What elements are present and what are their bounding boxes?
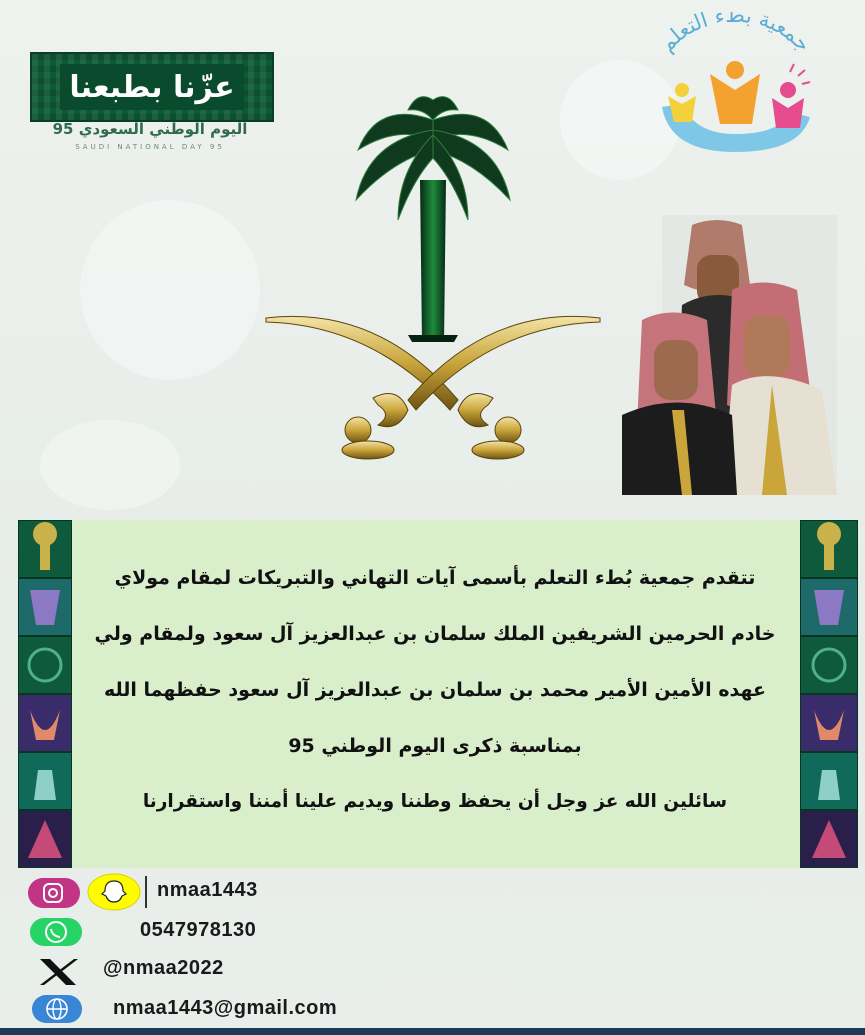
- national-day-logo: [30, 52, 272, 162]
- message-line: بمناسبة ذكرى اليوم الوطني 95: [288, 735, 582, 757]
- snapchat-icon[interactable]: [86, 872, 142, 912]
- background-watermark: [40, 420, 180, 510]
- association-name: جمعية بطء التعلم: [654, 12, 816, 57]
- x-handle[interactable]: @nmaa2022: [103, 957, 224, 979]
- national-day-english: SAUDI NATIONAL DAY 95: [75, 143, 225, 151]
- message-line: خادم الحرمين الشريفين الملك سلمان بن عبدالعزيز آل سعود ولمقام ولي: [94, 623, 776, 645]
- social-handle[interactable]: nmaa1443: [157, 879, 258, 901]
- email-address[interactable]: nmaa1443@gmail.com: [113, 997, 338, 1019]
- instagram-icon[interactable]: [26, 874, 88, 910]
- national-day-title: عزّنا بطبعنا: [69, 69, 235, 105]
- association-logo-graphic: [640, 12, 830, 162]
- globe-icon[interactable]: [30, 992, 84, 1026]
- right-ornament-icons: [802, 520, 856, 868]
- background-watermark: [80, 200, 260, 380]
- palm-tree-icon: [356, 97, 510, 342]
- message-line: سائلين الله عز وجل أن يحفظ وطننا ويديم علينا أمننا واستقرارنا: [142, 791, 728, 812]
- left-ornament-icons: [18, 520, 72, 868]
- bottom-border: [0, 1028, 865, 1035]
- national-day-subtitle: اليوم الوطني السعودي 95: [52, 120, 248, 138]
- leaders-portrait: [622, 215, 837, 495]
- association-logo: [640, 12, 830, 162]
- divider: [145, 876, 147, 908]
- national-day-logo-badge: [30, 52, 274, 122]
- phone-number[interactable]: 0547978130: [140, 919, 257, 941]
- message-line: عهده الأمين الأمير محمد بن سلمان بن عبدالعزيز آل سعود حفظهما الله: [103, 679, 767, 701]
- message-line: تتقدم جمعية بُطء التعلم بأسمى آيات التهاني والتبريكات لمقام مولاي: [114, 567, 756, 589]
- saudi-emblem: [258, 80, 608, 470]
- whatsapp-icon[interactable]: [28, 914, 86, 950]
- svg-text:جمعية بطء التعلم: [654, 12, 815, 57]
- greeting-message: [90, 550, 780, 830]
- x-icon[interactable]: [34, 955, 82, 989]
